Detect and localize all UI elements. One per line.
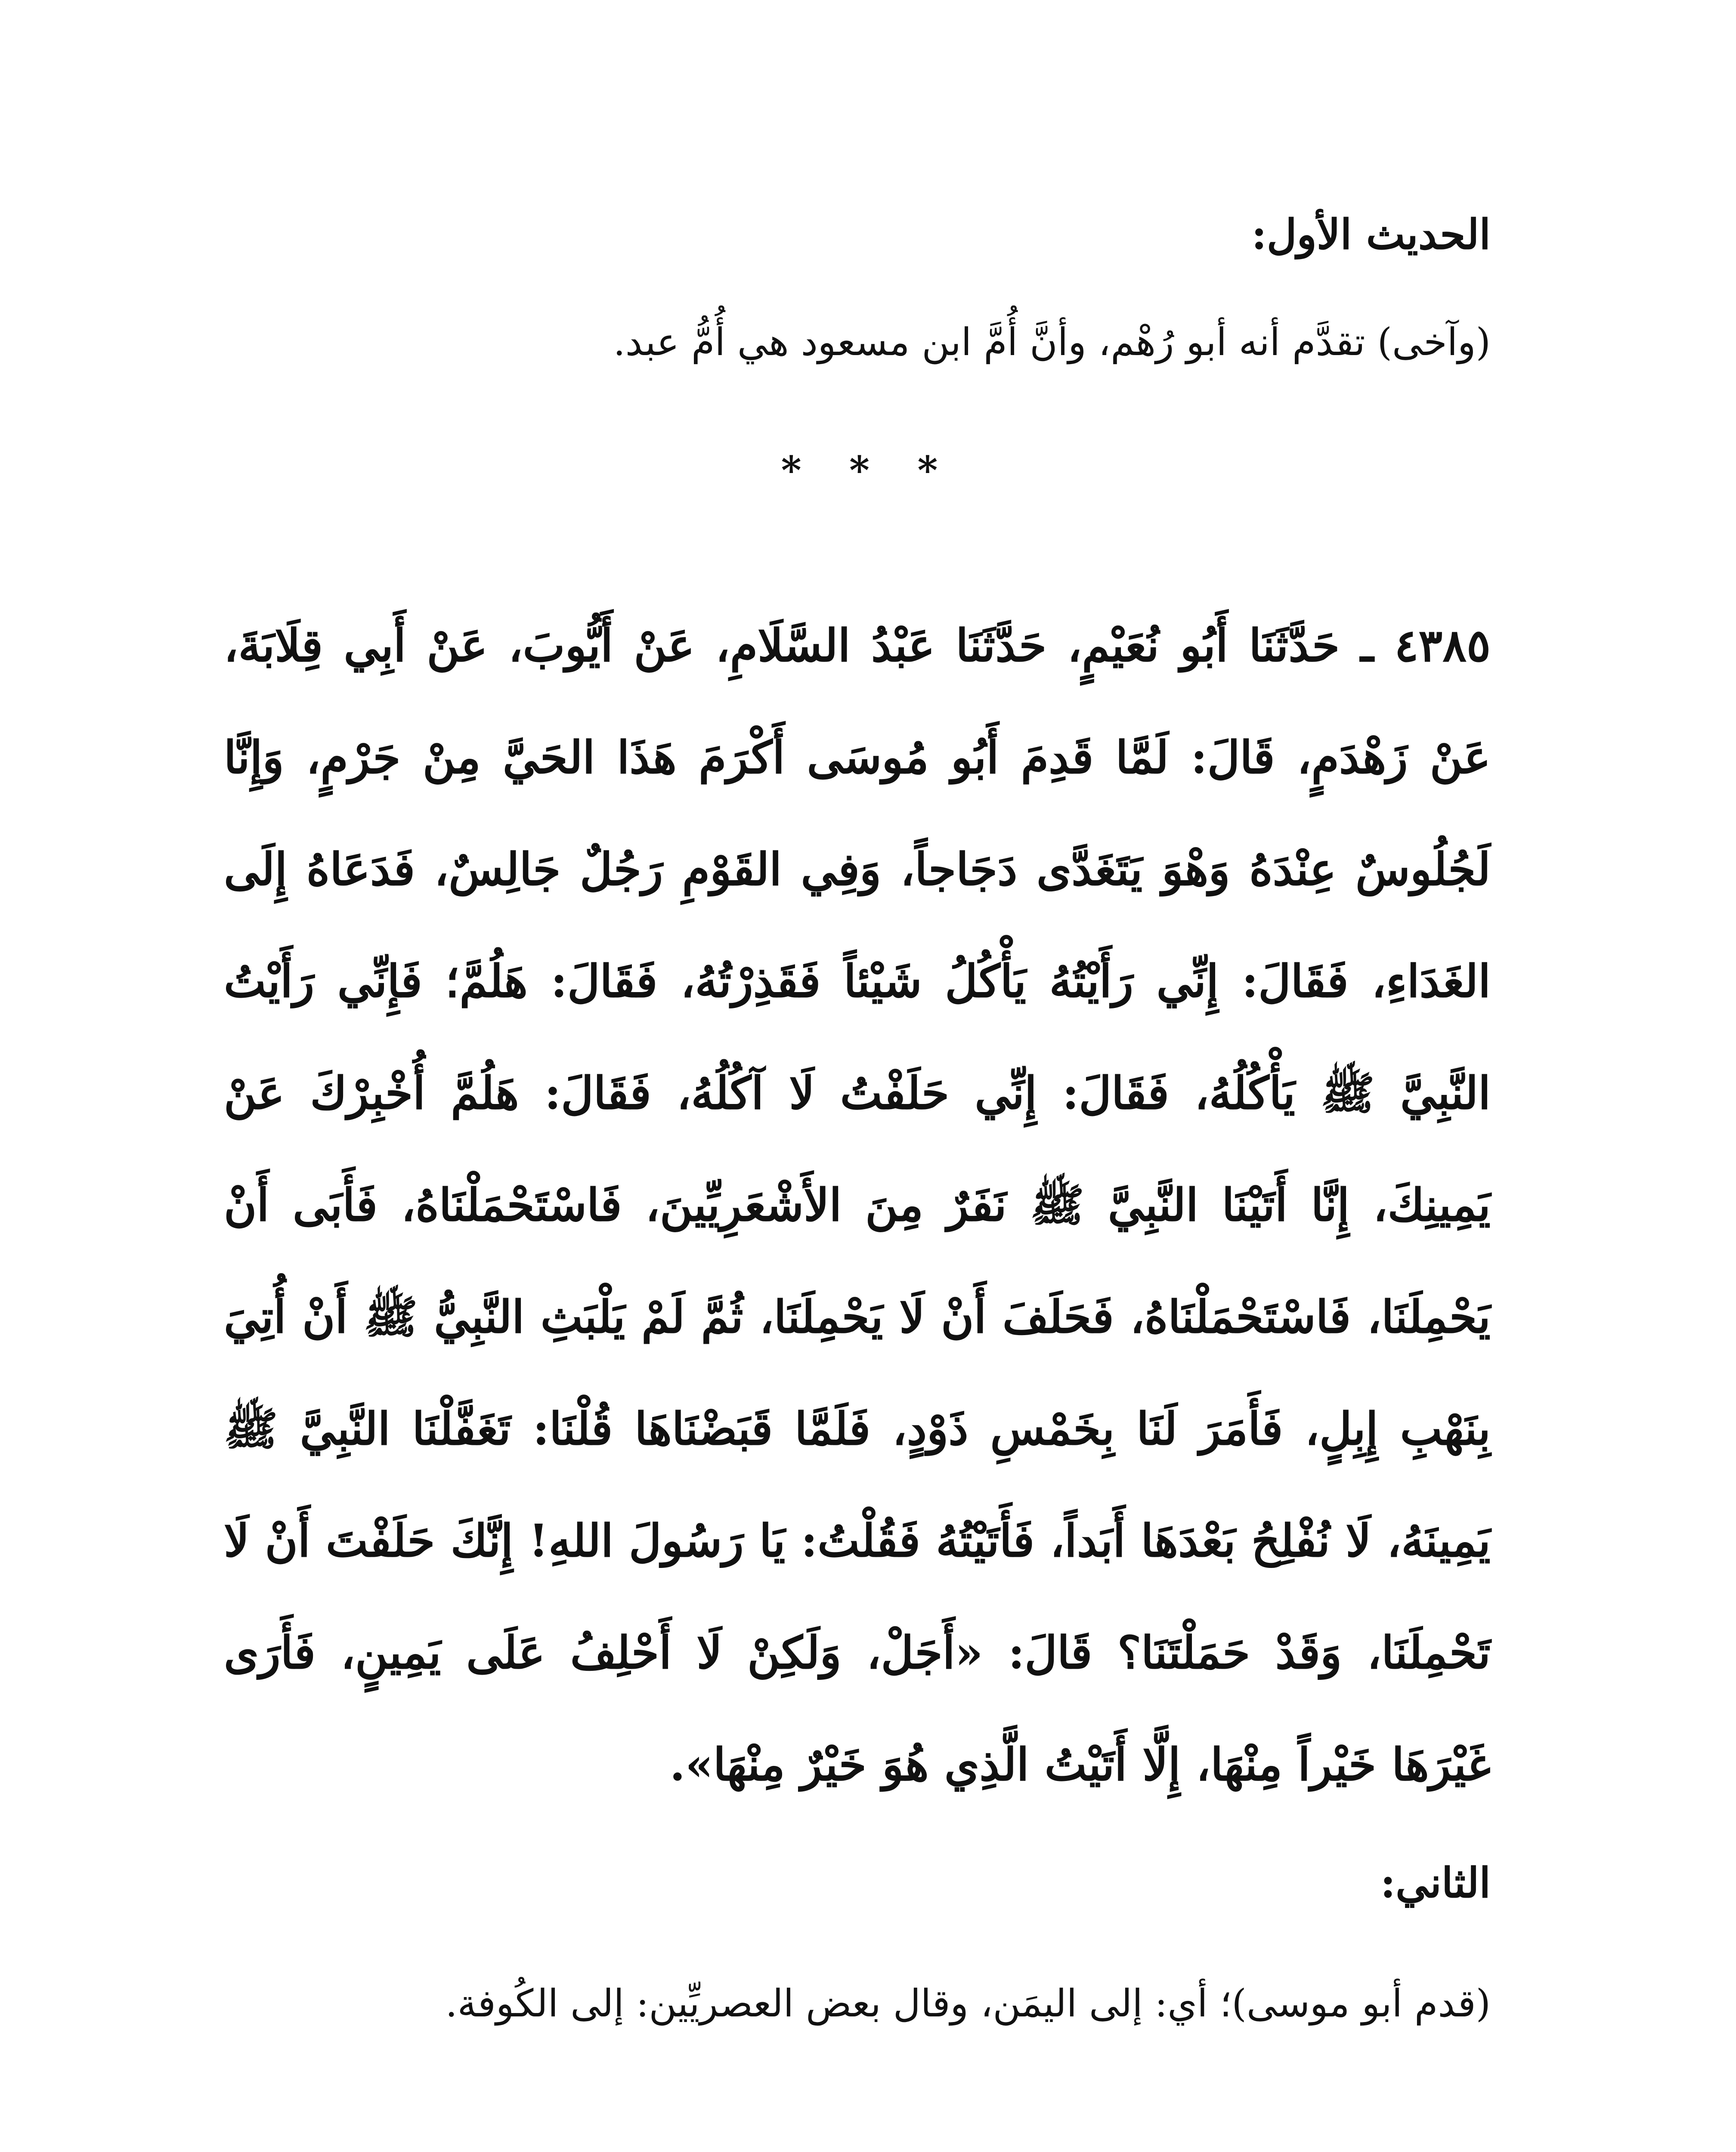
section-heading-second: الثاني: bbox=[1380, 1858, 1491, 1907]
section-separator: * * * bbox=[781, 448, 955, 493]
commentary-note: (وآخى) تقدَّم أنه أبو رُهْم، وأنَّ أُمَّ ابن مسعود هي أُمُّ عبد. bbox=[613, 320, 1491, 364]
section-heading-first: الحديث الأول: bbox=[1251, 210, 1491, 259]
commentary-note: (قدم أبو موسى)؛ أي: إلى اليمَن، وقال بعض العصريِّين: إلى الكُوفة. bbox=[445, 1981, 1491, 2025]
hadith-text: ٤٣٨٥ ـ حَدَّثَنَا أَبُو نُعَيْمٍ، حَدَّثَنَا عَبْدُ السَّلَامِ، عَنْ أَيُّوبَ، عَنْ أَبِي قِلَابَةَ، عَنْ زَهْدَمٍ، قَالَ: لَمَّا قَدِمَ أَبُو مُوسَى أَكْرَمَ هَذَا الحَيَّ مِنْ جَرْمٍ، وَإِنَّا لَجُلُوسٌ عِنْدَهُ وَهْوَ يَتَغَدَّى دَجَاجاً، وَفِي القَوْمِ رَجُلٌ جَالِسٌ، فَدَعَاهُ إِلَى الغَدَاءِ، فَقَالَ: إِنِّي رَأَيْتُهُ يَأْكُلُ شَيْئاً فَقَذِرْتُهُ، فَقَالَ: هَلُمَّ؛ فَإِنِّي رَأَيْتُ النَّبِيَّ ﷺ يَأْكُلُهُ، فَقَالَ: إِنِّي حَلَفْتُ لَا آكُلُهُ، فَقَالَ: هَلُمَّ أُخْبِرْكَ عَنْ يَمِينِكَ، إِنَّا أَتَيْنَا النَّبِيَّ ﷺ نَفَرٌ مِنَ الأَشْعَرِيِّينَ، فَاسْتَحْمَلْنَاهُ، فَأَبَى أَنْ يَحْمِلَنَا، فَاسْتَحْمَلْنَاهُ، فَحَلَفَ أَنْ لَا يَحْمِلَنَا، ثُمَّ لَمْ يَلْبَثِ النَّبِيُّ ﷺ أَنْ أُتِيَ بِنَهْبِ إِبِلٍ، فَأَمَرَ لَنَا بِخَمْسِ ذَوْدٍ، فَلَمَّا قَبَضْنَاهَا قُلْنَا: تَغَفَّلْنَا النَّبِيَّ ﷺ يَمِينَهُ، لَا نُفْلِحُ بَعْدَهَا أَبَداً، فَأَتَيْتُهُ فَقُلْتُ: يَا رَسُولَ اللهِ! إِنَّكَ حَلَفْتَ أَنْ لَا تَحْمِلَنَا، وَقَدْ حَمَلْتَنَا؟ قَالَ: «أَجَلْ، وَلَكِنْ لَا أَحْلِفُ عَلَى يَمِينٍ، فَأَرَى غَيْرَهَا خَيْراً مِنْهَا، إِلَّا أَتَيْتُ الَّذِي هُوَ خَيْرٌ مِنْهَا». bbox=[224, 619, 1491, 1791]
